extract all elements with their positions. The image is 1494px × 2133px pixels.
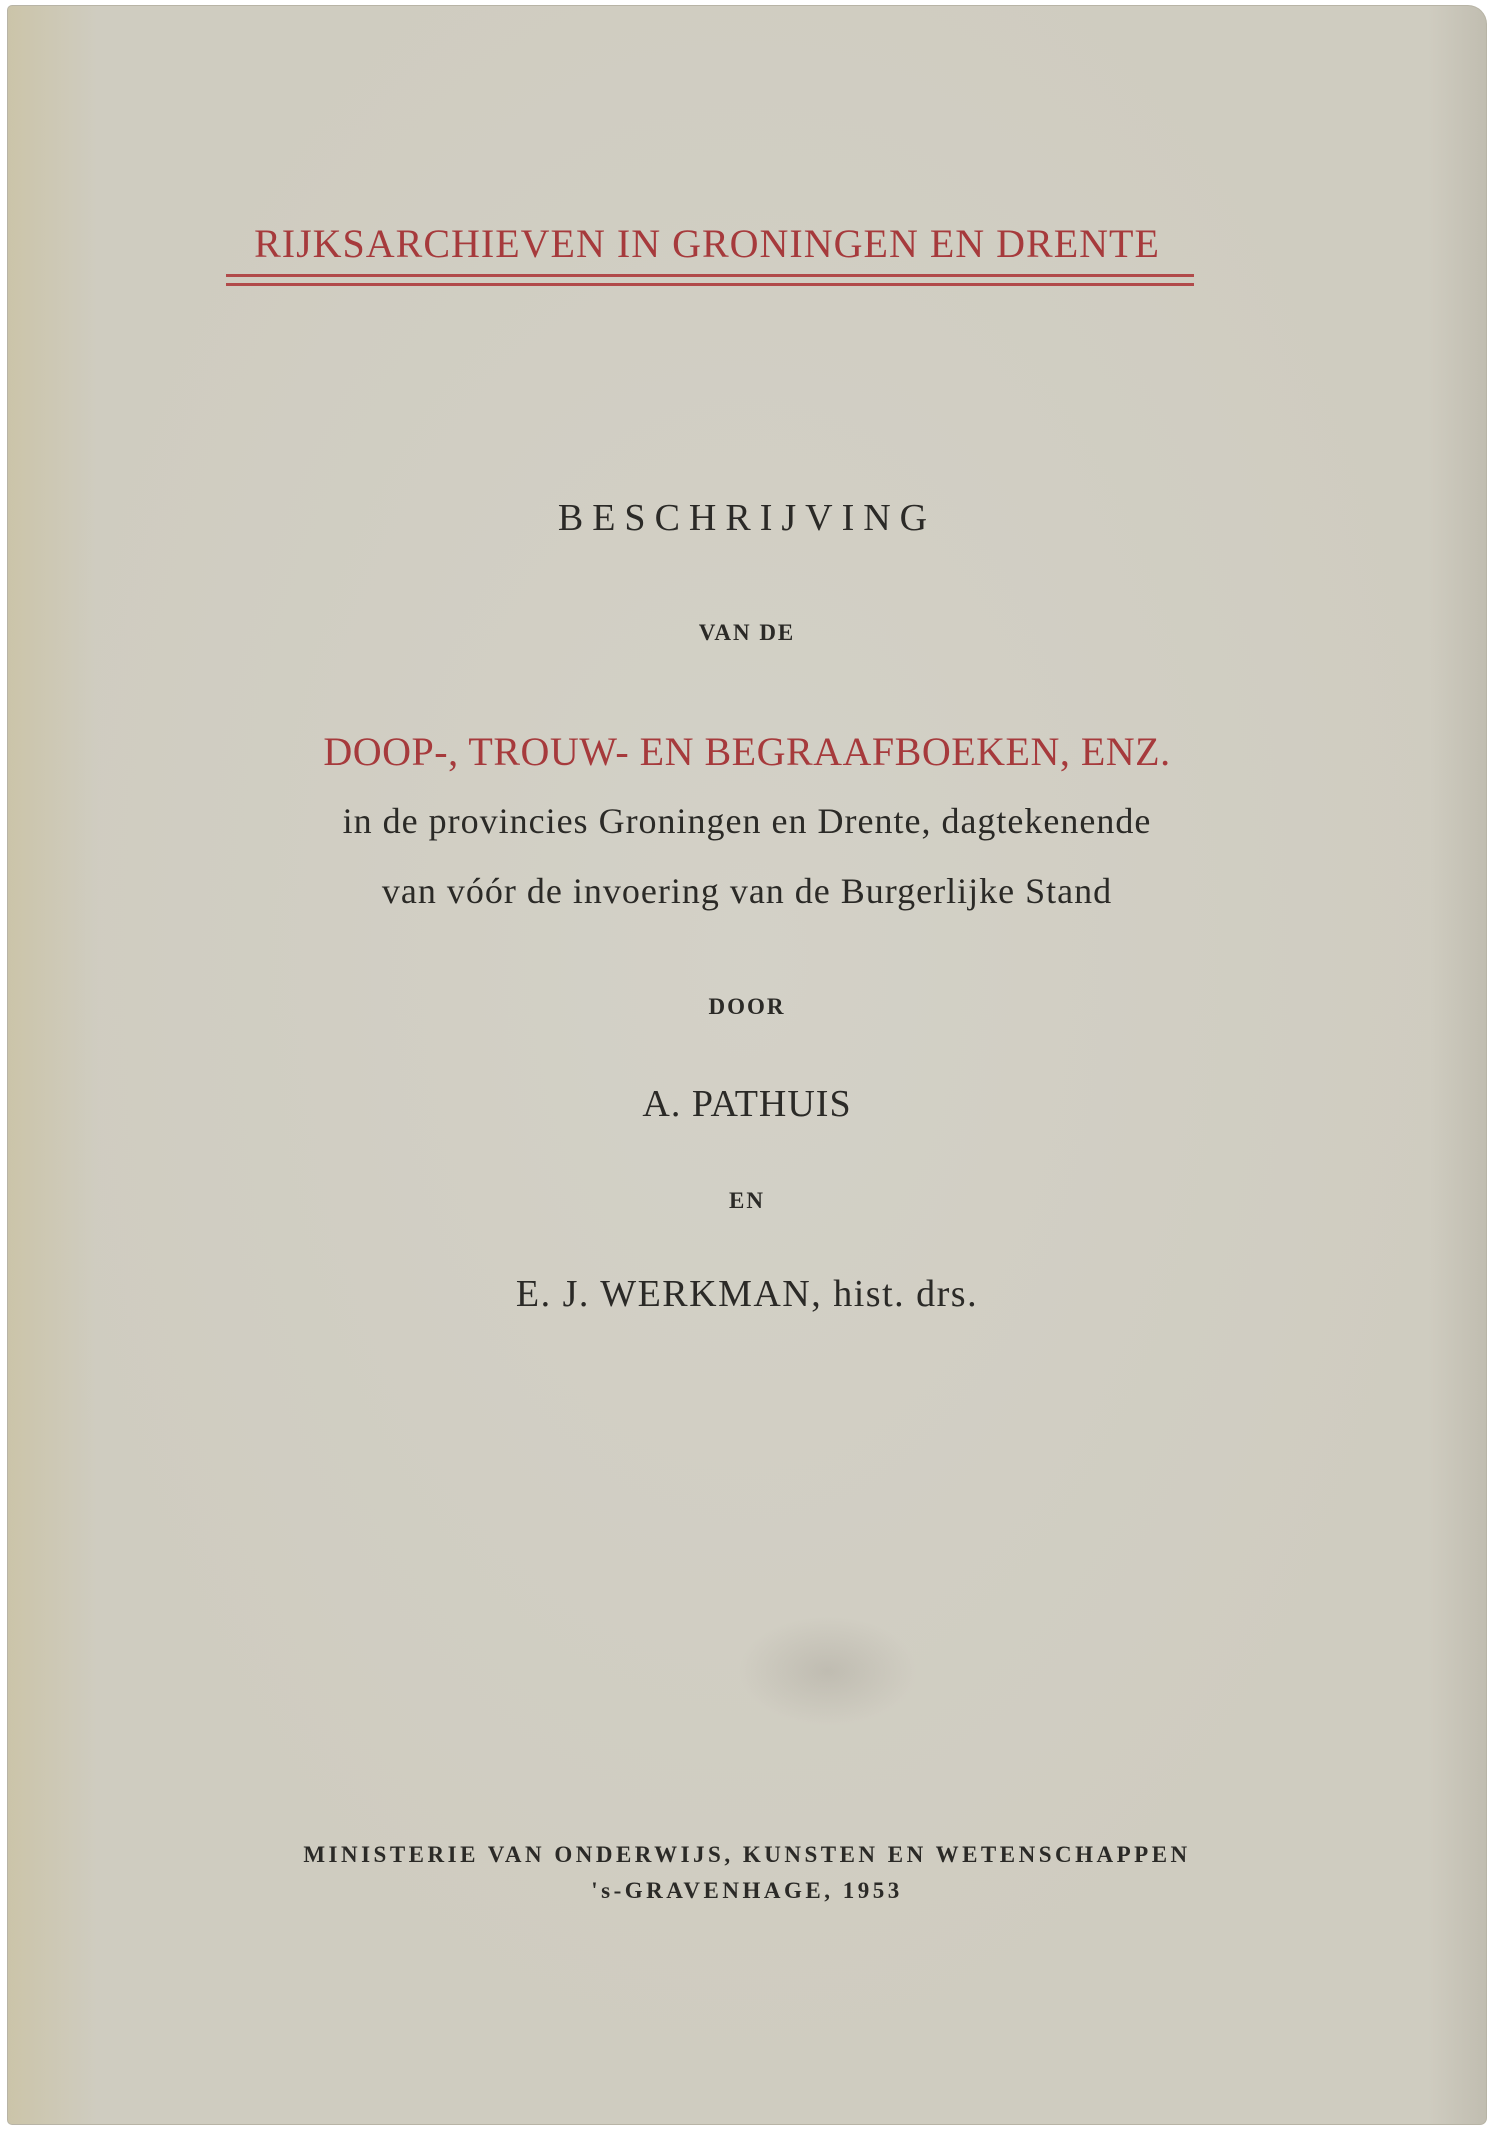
- book-subject: DOOP-, TROUW- EN BEGRAAFBOEKEN, ENZ.: [323, 729, 1171, 774]
- author-2: E. J. WERKMAN, hist. drs.: [515, 1273, 979, 1315]
- cover-smudge: [738, 1616, 918, 1726]
- book-cover: [8, 6, 1486, 2124]
- publisher-place-year: 's-GRAVENHAGE, 1953: [591, 1878, 903, 1903]
- title-connector: VAN DE: [698, 620, 796, 645]
- series-title: RIJKSARCHIEVEN IN GRONINGEN EN DRENTE: [254, 221, 1160, 266]
- description-line-1: in de provincies Groningen en Drente, dagtekenende: [342, 801, 1152, 841]
- book-title: BESCHRIJVING: [557, 497, 937, 539]
- series-rule-bottom: [226, 283, 1194, 286]
- publisher-name: MINISTERIE VAN ONDERWIJS, KUNSTEN EN WETENSCHAPPEN: [303, 1842, 1191, 1867]
- by-label: DOOR: [708, 994, 786, 1019]
- and-label: EN: [729, 1188, 765, 1213]
- author-1: A. PATHUIS: [642, 1083, 852, 1125]
- description-line-2: van vóór de invoering van de Burgerlijke Stand: [381, 871, 1113, 911]
- series-rule-top: [226, 274, 1194, 277]
